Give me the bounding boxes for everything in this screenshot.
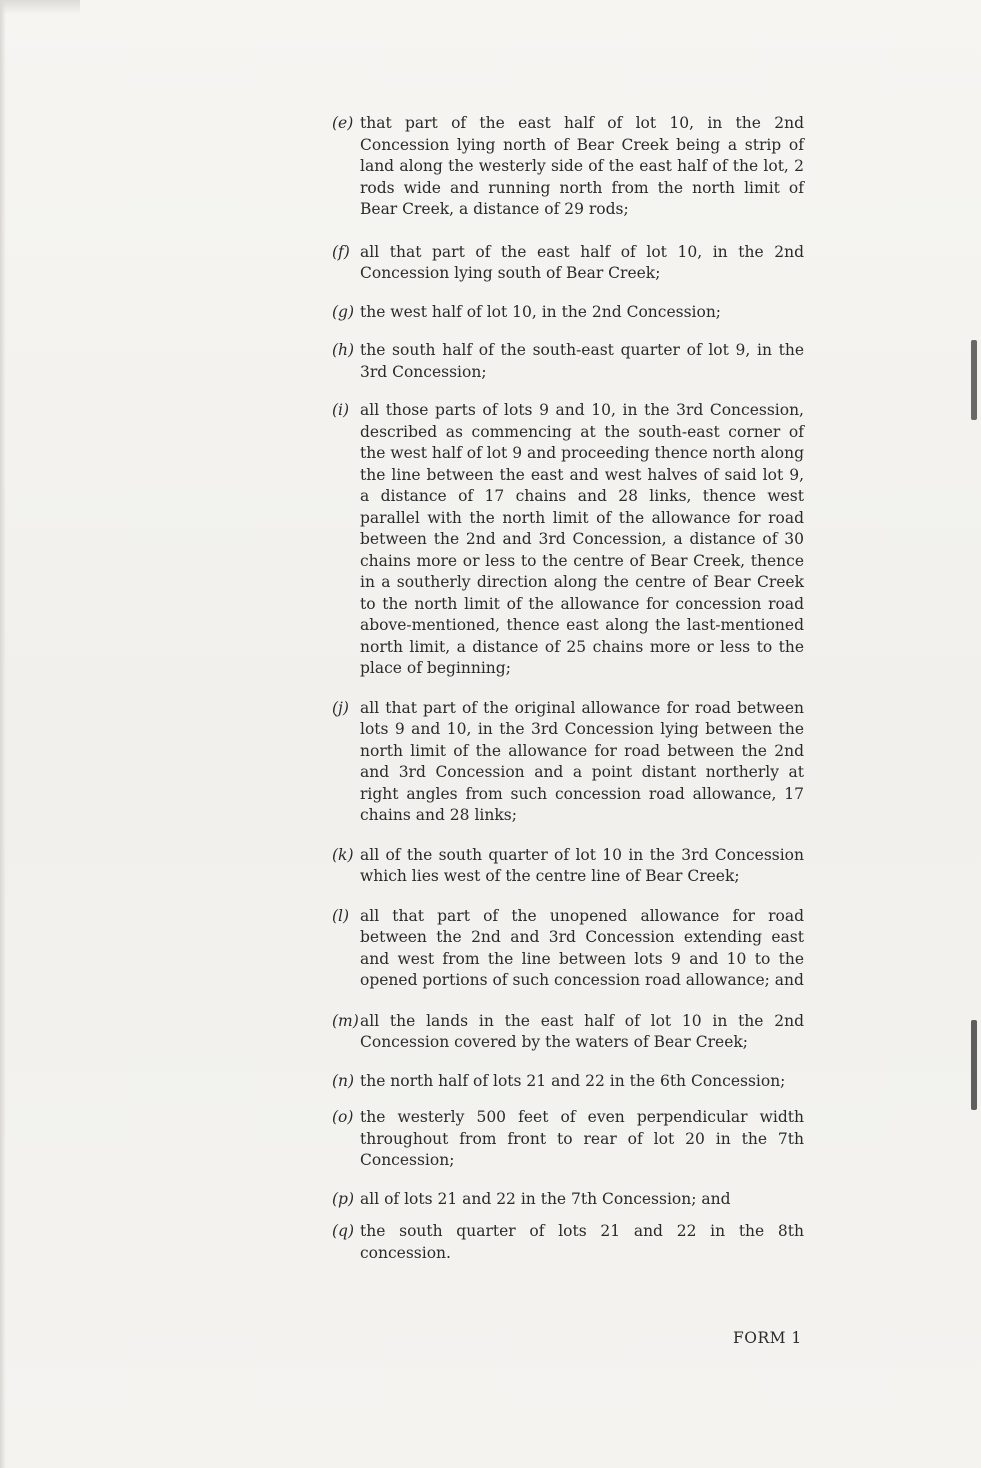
clause-text: all that part of the original allowance for road between lots 9 and 10, in the 3rd Concession lying between the north limit of the allowance for road between the 2nd and 3rd Concession and a point distant northerly at right angles from such concession road allowance, 17 chains and 28 links;: [360, 698, 804, 824]
clause-i: [332, 400, 804, 680]
clause-label: (g): [332, 302, 355, 321]
clause-text: all those parts of lots 9 and 10, in the 3rd Concession, described as commencing at the south-east corner of the west half of lot 9 and proceeding thence north along the line between the east and west halves of said lot 9, a distance of 17 chains and 28 links, thence west parallel with the north limit of the allowance for road between the 2nd and 3rd Concession, a distance of 30 chains more or less to the centre of Bear Creek, thence in a southerly direction along the centre of Bear Creek to the north limit of the allowance for concession road above-mentioned, thence east along the last-mentioned north limit, a distance of 25 chains more or less to the place of beginning;: [360, 401, 804, 677]
page-corner-shadow: [0, 0, 80, 14]
clause-h: [332, 340, 804, 383]
page-edge-shadow: [0, 0, 6, 1468]
clause-label: (o): [332, 1108, 354, 1126]
clause-label: (j): [332, 698, 349, 717]
clause-text: all that part of the unopened allowance for road between the 2nd and 3rd Concession extending east and west from the line between lots 9 and 10 to the opened portions of such concession road allowance; and: [360, 906, 804, 989]
clause-q: [332, 1221, 804, 1264]
clause-m: [332, 1011, 804, 1054]
clause-text: the west half of lot 10, in the 2nd Concession;: [360, 302, 722, 321]
clause-list: [332, 113, 804, 1264]
form-label: FORM 1: [733, 1329, 802, 1347]
clause-label: (n): [332, 1071, 355, 1090]
binding-mark: [971, 340, 977, 420]
clause-label: (e): [332, 114, 354, 132]
clause-label: (h): [332, 341, 355, 359]
clause-text: all of the south quarter of lot 10 in the 3rd Concession which lies west of the centre line of Bear Creek;: [360, 845, 804, 885]
clause-j: [332, 698, 804, 827]
clause-p: [332, 1189, 804, 1211]
clause-text: the south half of the south-east quarter of lot 9, in the 3rd Concession;: [360, 341, 804, 381]
clause-k: [332, 845, 804, 888]
clause-text: the north half of lots 21 and 22 in the 6th Concession;: [360, 1071, 786, 1090]
clause-text: the westerly 500 feet of even perpendicular width throughout from front to rear of lot 20 in the 7th Concession;: [360, 1108, 804, 1169]
clause-label: (i): [332, 401, 350, 419]
clause-label: (k): [332, 845, 354, 864]
clause-text: that part of the east half of lot 10, in the 2nd Concession lying north of Bear Creek being a strip of land along the westerly side of the east half of the lot, 2 rods wide and running north from the north limit of Bear Creek, a distance of 29 rods;: [360, 114, 804, 218]
clause-text: the south quarter of lots 21 and 22 in the 8th concession.: [360, 1222, 804, 1262]
clause-label: (l): [332, 906, 350, 925]
clause-n: [332, 1071, 804, 1093]
clause-label: (q): [332, 1222, 355, 1240]
clause-f: [332, 242, 804, 285]
clause-text: all of lots 21 and 22 in the 7th Concession; and: [360, 1189, 731, 1208]
binding-mark: [971, 1020, 977, 1110]
clause-o: [332, 1107, 804, 1172]
clause-text: all that part of the east half of lot 10, in the 2nd Concession lying south of Bear Creek;: [360, 242, 804, 282]
clause-label: (m): [332, 1011, 359, 1030]
clause-label: (p): [332, 1189, 355, 1208]
clause-g: [332, 302, 804, 324]
clause-e: [332, 113, 804, 221]
clause-text: all the lands in the east half of lot 10 in the 2nd Concession covered by the waters of Bear Creek;: [360, 1011, 804, 1051]
clause-l: [332, 906, 804, 992]
clause-label: (f): [332, 242, 350, 261]
